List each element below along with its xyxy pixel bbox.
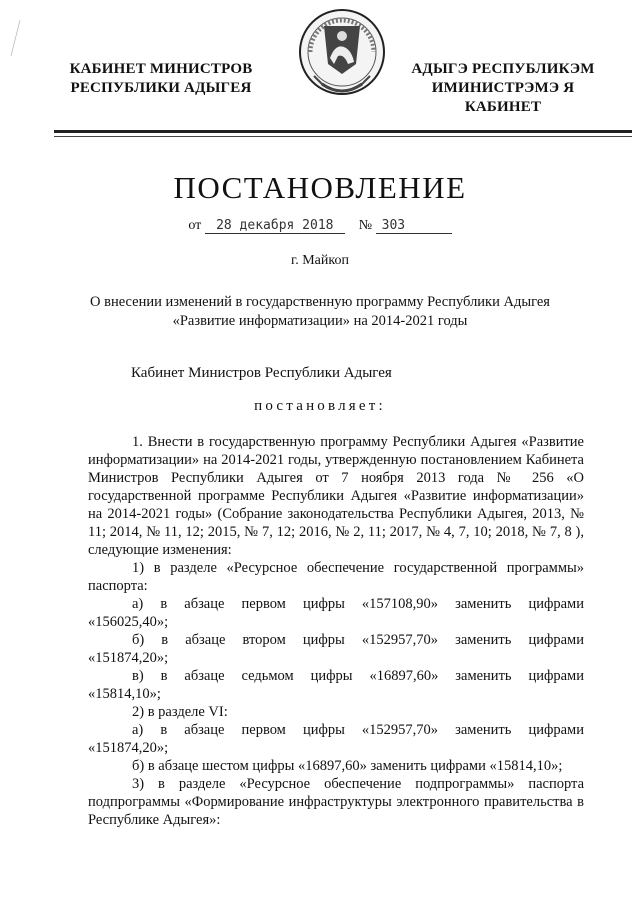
paragraph-1-1-b: б) в абзаце втором цифры «152957,70» заменить цифрами xyxy=(132,632,584,648)
document-body xyxy=(88,433,584,829)
header-left-line2: РЕСПУБЛИКИ АДЫГЕЯ xyxy=(70,80,252,96)
paragraph-1-1-a-value: «156025,40»; xyxy=(88,614,169,630)
header-right-block xyxy=(392,60,614,117)
header-left-block xyxy=(66,60,256,98)
paragraph-1: 1. Внести в государственную программу Республики Адыгея «Развитие информатизации» на 2014-2021 годы, утвержденную постановлением Кабинета Министров Республики Адыгея от 7 ноября 2013 года № 256 «О государственной программе Республики Адыгея «Развитие информатизации» на 2014-2021 годы» (Собрание законодательства Республики Адыгея, 2013, № 11; 2014, № 11, 12; 2015, № 7, 12; 2016, № 2, 11; 2017, № 4, 7, 10; 2018, № 7, 8 ), следующие изменения: xyxy=(88,434,584,558)
subject-line1: О внесении изменений в государственную программу Республики Адыгея xyxy=(90,294,550,310)
header-left-line1: КАБИНЕТ МИНИСТРОВ xyxy=(69,61,253,77)
subject-line2: «Развитие информатизации» на 2014-2021 годы xyxy=(172,313,468,329)
number-value: 303 xyxy=(376,218,452,234)
paragraph-1-1-c: в) в абзаце седьмом цифры «16897,60» заменить цифрами xyxy=(132,668,584,684)
paragraph-1-3: 3) в разделе «Ресурсное обеспечение подпрограммы» паспорта подпрограммы «Формирование инфраструктуры электронного правительства в Республике Адыгея»: xyxy=(88,776,584,828)
header-rule-thin xyxy=(54,136,632,137)
document-title: ПОСТАНОВЛЕНИЕ xyxy=(173,170,467,205)
paragraph-1-2-a-value: «151874,20»; xyxy=(88,740,169,756)
coat-of-arms-icon xyxy=(294,6,390,102)
header-right-line1: АДЫГЭ РЕСПУБЛИКЭМ xyxy=(411,61,595,77)
city: г. Майкоп xyxy=(291,253,349,268)
date-prefix: от xyxy=(188,218,202,233)
paragraph-1-2-b: б) в абзаце шестом цифры «16897,60» заменить цифрами «15814,10»; xyxy=(132,758,563,774)
document-subject xyxy=(60,293,580,331)
paragraph-1-1-b-value: «151874,20»; xyxy=(88,650,169,666)
scan-margin-mark xyxy=(8,18,22,58)
date-number-line xyxy=(0,218,640,234)
preamble: Кабинет Министров Республики Адыгея xyxy=(131,365,392,381)
header-rule-thick xyxy=(54,130,632,133)
paragraph-1-2: 2) в разделе VI: xyxy=(132,704,228,720)
date-value: 28 декабря 2018 xyxy=(205,218,345,234)
paragraph-1-1-c-value: «15814,10»; xyxy=(88,686,161,702)
number-prefix: № xyxy=(358,218,373,233)
paragraph-1-1: 1) в разделе «Ресурсное обеспечение государственной программы» паспорта: xyxy=(88,560,584,594)
header-right-line2: ИМИНИСТРЭМЭ Я КАБИНЕТ xyxy=(431,80,575,115)
resolves-word: постановляет: xyxy=(254,398,386,414)
paragraph-1-2-a: а) в абзаце первом цифры «152957,70» заменить цифрами xyxy=(132,722,584,738)
paragraph-1-1-a: а) в абзаце первом цифры «157108,90» заменить цифрами xyxy=(132,596,584,612)
